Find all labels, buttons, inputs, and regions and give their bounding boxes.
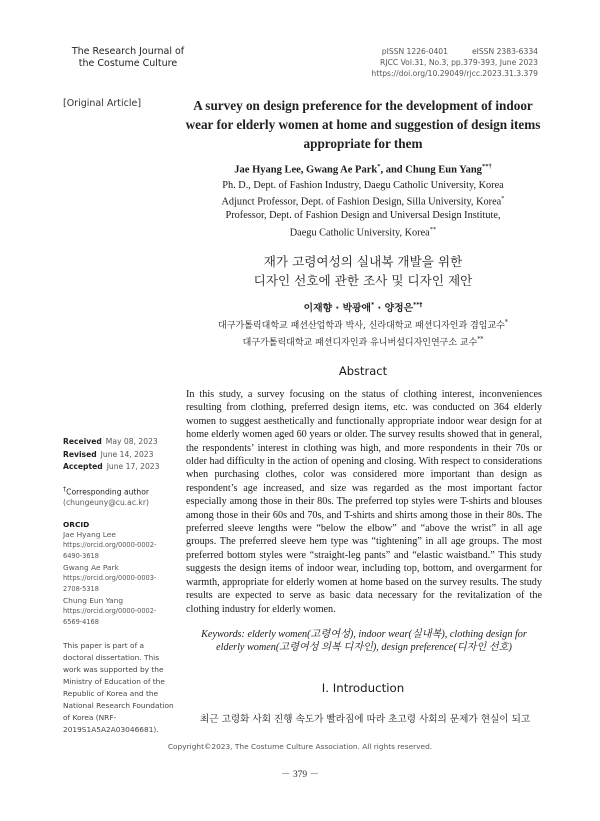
abstract-heading: Abstract	[338, 364, 388, 378]
received-date: May 08, 2023	[105, 437, 158, 446]
title-ko-line1: 재가 고령여성의 실내복 개발을 위한	[263, 254, 463, 269]
orcid-link[interactable]: https://orcid.org/0000-0002-6490-3618	[63, 541, 157, 561]
journal-name-line2: the Costume Culture	[78, 58, 178, 69]
orcid-link[interactable]: https://orcid.org/0000-0002-6569-4168	[63, 607, 157, 627]
authors-en	[183, 163, 543, 176]
doi-link[interactable]: https://doi.org/10.29049/rjcc.2023.31.3.379	[371, 69, 538, 78]
citation: RJCC Vol.31, No.3, pp.379-393, June 2023	[380, 58, 538, 67]
pissn: pISSN 1226-0401	[381, 47, 448, 56]
orcid-heading: ORCID	[63, 520, 90, 530]
article-dates	[63, 436, 175, 474]
author-3: Chung Eun Yang	[405, 164, 482, 176]
orcid-name: Chung Eun Yang	[63, 596, 124, 606]
orcid-name: Gwang Ae Park	[63, 563, 119, 573]
journal-name	[63, 46, 193, 70]
orcid-list	[63, 529, 175, 628]
page-number: － 379 －	[280, 770, 319, 780]
author-3-mark: **†	[481, 163, 492, 170]
affiliation-1: Ph. D., Dept. of Fashion Industry, Daegu Catholic University, Korea	[222, 180, 504, 191]
affiliation-4-mark: **	[429, 225, 437, 233]
intro-heading: I. Introduction	[321, 681, 405, 695]
affiliation-4: Daegu Catholic University, Korea	[289, 227, 430, 239]
keywords	[186, 628, 542, 655]
authors-ko	[183, 300, 543, 314]
authors-ko-text: 이재향 · 박광애	[303, 303, 371, 314]
affiliation-2-mark: *	[501, 195, 505, 203]
title-ko-line2: 디자인 선호에 관한 조사 및 디자인 제안	[253, 273, 473, 288]
corr-email[interactable]: (chungeuny@cu.ac.kr)	[63, 498, 149, 508]
author-2: Gwang Ae Park	[306, 164, 378, 176]
corr-mark: †	[63, 485, 67, 493]
keywords-text: : elderly women(고령여성), indoor wear(실내복), clothing design for elderly women(고령여성 의복 디자인), design preference(디자인 선호)	[216, 629, 527, 654]
affiliation-ko-2: 대구가톨릭대학교 패션디자인과 유니버설디자인연구소 교수	[242, 338, 478, 348]
copyright: Copyright©2023, The Costume Culture Association. All rights reserved.	[167, 742, 433, 751]
authors-ko-mark2: **†	[413, 301, 423, 309]
author-2-mark: *	[377, 163, 381, 170]
orcid-name: Jae Hyang Lee	[63, 530, 116, 540]
revised-label: Revised	[63, 449, 97, 459]
affiliation-ko-1: 대구가톨릭대학교 패션산업학과 박사, 신라대학교 패션디자인과 겸임교수	[218, 321, 505, 331]
issn-block	[298, 46, 538, 79]
eissn: eISSN 2383-6334	[471, 47, 538, 56]
intro-first-line: 최근 고령화 사회 진행 속도가 빨라짐에 따라 초고령 사회의 문제가 현실이 되고	[200, 714, 531, 725]
affiliation-2: Adjunct Professor, Dept. of Fashion Design, Silla University, Korea	[221, 196, 502, 208]
affiliation-ko-1-mark: *	[504, 319, 508, 326]
article-type: [Original Article]	[63, 98, 142, 109]
affiliations-en	[183, 179, 543, 239]
accepted-label: Accepted	[63, 462, 103, 471]
keywords-label: Keywords	[201, 629, 242, 640]
affiliation-ko-2-mark: **	[477, 336, 484, 343]
revised-date: June 14, 2023	[100, 449, 154, 459]
title-en: A survey on design preference for the development of indoor wear for elderly women at home and suggestion of design items appropriate for them	[185, 98, 541, 151]
title-ko	[183, 252, 543, 290]
corr-label: Corresponding author	[66, 487, 149, 497]
affiliations-ko	[183, 316, 543, 350]
received-label: Received	[63, 437, 102, 446]
authors-ko-mark1: *	[370, 301, 375, 309]
journal-name-line1: The Research Journal of	[71, 46, 185, 57]
author-1: Jae Hyang Lee,	[234, 164, 307, 176]
authors-ko-sep: · 양정은	[374, 303, 414, 314]
corresponding-author	[63, 484, 175, 509]
affiliation-3: Professor, Dept. of Fashion Design and Universal Design Institute,	[225, 210, 501, 222]
accepted-date: June 17, 2023	[106, 462, 160, 471]
abstract-body: In this study, a survey focusing on the status of clothing interest, inconveniences resulting from clothing, preferred design items, etc. was conducted on 364 elderly women to suggest aesthetically and functionally appropriate indoor wear design for at home elderly women aged 60 years or older. The survey results showed that in general, the respondents’ interest in clothing was high, and more respondents in their 70s or older had difficulty in the action of opening and closing. With respect to considerations when purchasing clothes, color was considered more important than design as respondent’s age increased, and size was regarded as the most important factor especially among those in their 80s. The preferred top styles were T-shirts and blouses among those in their 60s and 70s, and T-shirts and shirts among those in their 80s. The preferred sleeve lengths were “below the elbow” and “above the wrist” in all age groups. The preferred sleeve hem type was “tightening” in all age groups. The most preferred bottom styles were “straight-leg pants” and “elastic waistband.” This study suggests the design items of indoor wear, including top, bottom, and overgarment for warmth, appropriate for elderly women at home based on the survey results. The study results are expected to serve as basic data necessary for the revitalization of the clothing industry for elderly women.	[186, 389, 542, 615]
sidebar	[63, 436, 175, 736]
orcid-link[interactable]: https://orcid.org/0000-0003-2708-5318	[63, 574, 157, 594]
author-sep: , and	[380, 164, 406, 176]
funding-note: This paper is part of a doctoral dissertation. This work was supported by the Ministry of Education of the Republic of Korea and the National Research Foundation of Korea (NRF-2019S1A5A2A03046681).	[63, 641, 174, 735]
